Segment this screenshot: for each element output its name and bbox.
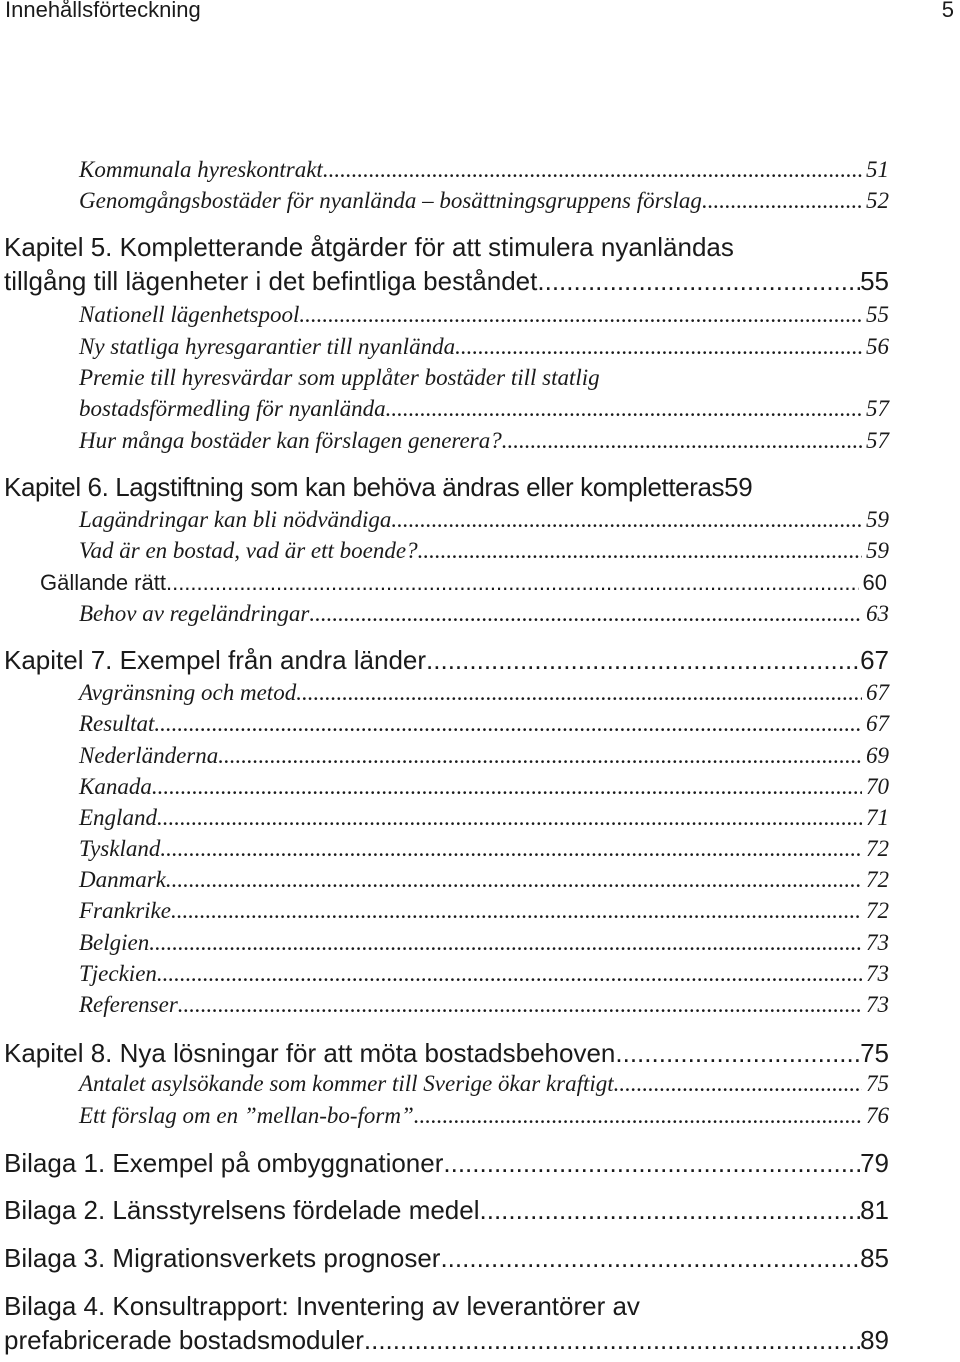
toc-appendix[interactable] [4, 1147, 889, 1179]
toc-entry[interactable] [79, 959, 889, 989]
leader-dots [218, 741, 862, 771]
leader-dots [157, 803, 862, 833]
leader-dots [502, 426, 862, 456]
toc-entry-page: 55 [860, 266, 889, 296]
leader-dots [178, 990, 862, 1020]
toc-entry-title: Kapitel 8. Nya lösningar för att möta bostadsbehoven [4, 1038, 616, 1068]
toc-appendix-line1[interactable]: Bilaga 4. Konsultrapport: Inventering av leverantörer av [4, 1291, 640, 1321]
toc-entry-page: 55 [866, 302, 889, 327]
leader-dots [160, 834, 862, 864]
toc-entry-page: 59 [866, 538, 889, 563]
leader-dots [149, 928, 862, 958]
toc-entry[interactable] [79, 1101, 889, 1131]
toc-entry-title: Nederländerna [79, 743, 219, 768]
toc-entry[interactable] [79, 865, 889, 895]
toc-chapter[interactable] [4, 265, 889, 297]
leader-dots [329, 155, 862, 185]
leader-dots [152, 772, 862, 802]
toc-entry-page: 75 [866, 1071, 889, 1096]
toc-entry-title: prefabricerade bostadsmoduler [4, 1325, 364, 1355]
toc-chapter[interactable] [4, 1037, 889, 1069]
toc-entry-page: 71 [866, 805, 889, 830]
toc-entry-page: 63 [866, 601, 889, 626]
leader-dots [386, 394, 862, 424]
toc-entry[interactable] [79, 896, 889, 926]
leader-dots [418, 536, 862, 566]
toc-entry-page: 67 [866, 711, 889, 736]
leader-dots [171, 896, 862, 926]
toc-entry-line1[interactable]: Premie till hyresvärdar som upplåter bostäder till statlig [79, 365, 600, 390]
toc-entry[interactable] [79, 803, 889, 833]
toc-entry-page: 57 [866, 428, 889, 453]
toc-entry-title: Genomgångsbostäder för nyanlända – bosättningsgruppens förslag [79, 188, 702, 213]
leader-dots [702, 186, 862, 216]
toc-entry-page: 85 [860, 1243, 889, 1273]
toc-entry[interactable] [79, 332, 889, 362]
toc-entry-page: 75 [860, 1038, 889, 1068]
toc-entry-page: 59 [724, 472, 753, 502]
toc-entry-title: Ett förslag om en ”mellan-bo-form” [79, 1103, 414, 1128]
toc-entry-title: Frankrike [79, 898, 171, 923]
toc-entry-title: tillgång till lägenheter i det befintliga beståndet [4, 266, 538, 296]
toc-entry-page: 76 [866, 1103, 889, 1128]
page-header-title: Innehållsförteckning [5, 0, 201, 22]
toc-entry-page: 59 [866, 507, 889, 532]
toc-appendix[interactable] [4, 1242, 889, 1274]
toc-entry[interactable] [79, 772, 889, 802]
toc-entry[interactable] [79, 599, 889, 629]
toc-entry[interactable] [79, 426, 889, 456]
leader-dots [615, 1037, 860, 1069]
toc-entry[interactable] [79, 300, 889, 330]
leader-dots [296, 678, 862, 708]
toc-entry-title: Gällande rätt [40, 570, 166, 595]
toc-entry-page: 72 [866, 836, 889, 861]
toc-entry-page: 57 [866, 396, 889, 421]
toc-entry-title: Tjeckien [79, 961, 157, 986]
toc-entry[interactable] [79, 741, 889, 771]
leader-dots [309, 599, 862, 629]
leader-dots [166, 568, 859, 598]
toc-entry[interactable] [79, 709, 889, 739]
toc-entry[interactable] [79, 678, 889, 708]
leader-dots [537, 265, 860, 297]
toc-entry-title: Antalet asylsökande som kommer till Sverige ökar kraftigt [79, 1071, 614, 1096]
toc-chapter[interactable] [4, 471, 889, 503]
leader-dots [157, 959, 862, 989]
toc-entry[interactable] [79, 834, 889, 864]
toc-entry[interactable] [79, 1069, 889, 1099]
toc-entry-page: 56 [866, 334, 889, 359]
leader-dots [154, 709, 862, 739]
toc-entry-page: 67 [866, 680, 889, 705]
toc-entry[interactable] [79, 186, 889, 216]
leader-dots [364, 1324, 860, 1356]
toc-entry-title: England [79, 805, 157, 830]
toc-entry-page: 79 [860, 1148, 889, 1178]
toc-entry-page: 89 [860, 1325, 889, 1355]
toc-entry-title: Ny statliga hyresgarantier till nyanlända [79, 334, 456, 359]
toc-entry[interactable] [79, 155, 889, 185]
toc-entry-page: 72 [866, 867, 889, 892]
leader-dots [440, 1242, 860, 1274]
toc-chapter-line1[interactable]: Kapitel 5. Kompletterande åtgärder för att stimulera nyanländas [4, 232, 734, 262]
leader-dots [480, 1194, 861, 1226]
leader-dots [166, 865, 862, 895]
toc-entry-title: Bilaga 1. Exempel på ombyggnationer [4, 1148, 444, 1178]
toc-entry-page: 70 [866, 774, 889, 799]
toc-entry-page: 69 [866, 743, 889, 768]
toc-entry-title: Kanada [79, 774, 152, 799]
toc-entry-title: Belgien [79, 930, 150, 955]
toc-entry[interactable] [79, 536, 889, 566]
toc-entry-page: 52 [866, 188, 889, 213]
toc-entry-page: 73 [866, 930, 889, 955]
toc-entry-title: Vad är en bostad, vad är ett boende? [79, 538, 418, 563]
toc-entry-title: Kapitel 7. Exempel från andra länder [4, 645, 427, 675]
toc-entry[interactable] [40, 568, 887, 598]
toc-entry-title: Bilaga 2. Länsstyrelsens fördelade medel [4, 1195, 480, 1225]
toc-entry[interactable] [79, 928, 889, 958]
toc-entry[interactable] [79, 505, 889, 535]
leader-dots [299, 300, 862, 330]
toc-entry-page: 81 [860, 1195, 889, 1225]
toc-entry[interactable] [79, 990, 889, 1020]
toc-entry-title: Kommunala hyreskontrakt. [79, 157, 329, 182]
toc-entry-title: Behov av regeländringar [79, 601, 310, 626]
toc-entry-page: 72 [866, 898, 889, 923]
toc-appendix[interactable] [4, 1194, 889, 1226]
leader-dots [414, 1101, 862, 1131]
toc-entry-page: 51 [866, 157, 889, 182]
toc-entry-title: bostadsförmedling för nyanlända [79, 396, 386, 421]
toc-entry-title: Danmark [79, 867, 166, 892]
toc-entry-page: 73 [866, 961, 889, 986]
toc-entry-page: 73 [866, 992, 889, 1017]
toc-entry-page: 67 [860, 645, 889, 675]
leader-dots [455, 332, 862, 362]
leader-dots [391, 505, 862, 535]
toc-entry-title: Referenser [79, 992, 178, 1017]
toc-appendix[interactable] [4, 1324, 889, 1356]
toc-chapter[interactable] [4, 644, 889, 676]
leader-dots [443, 1147, 860, 1179]
toc-entry-title: Lagändringar kan bli nödvändiga [79, 507, 392, 532]
toc-entry-title: Nationell lägenhetspool [79, 302, 300, 327]
toc-entry-page: 60 [862, 570, 887, 595]
toc-entry[interactable] [79, 394, 889, 424]
page-number: 5 [941, 0, 954, 22]
toc-entry-title: Kapitel 6. Lagstiftning som kan behöva ändras eller kompletteras [4, 472, 725, 502]
toc-entry-title: Avgränsning och metod [79, 680, 297, 705]
toc-entry-title: Resultat [79, 711, 155, 736]
toc-entry-title: Bilaga 3. Migrationsverkets prognoser [4, 1243, 441, 1273]
toc-entry-title: Tyskland [79, 836, 161, 861]
leader-dots [426, 644, 860, 676]
leader-dots [614, 1069, 862, 1099]
toc-entry-title: Hur många bostäder kan förslagen generera? [79, 428, 502, 453]
